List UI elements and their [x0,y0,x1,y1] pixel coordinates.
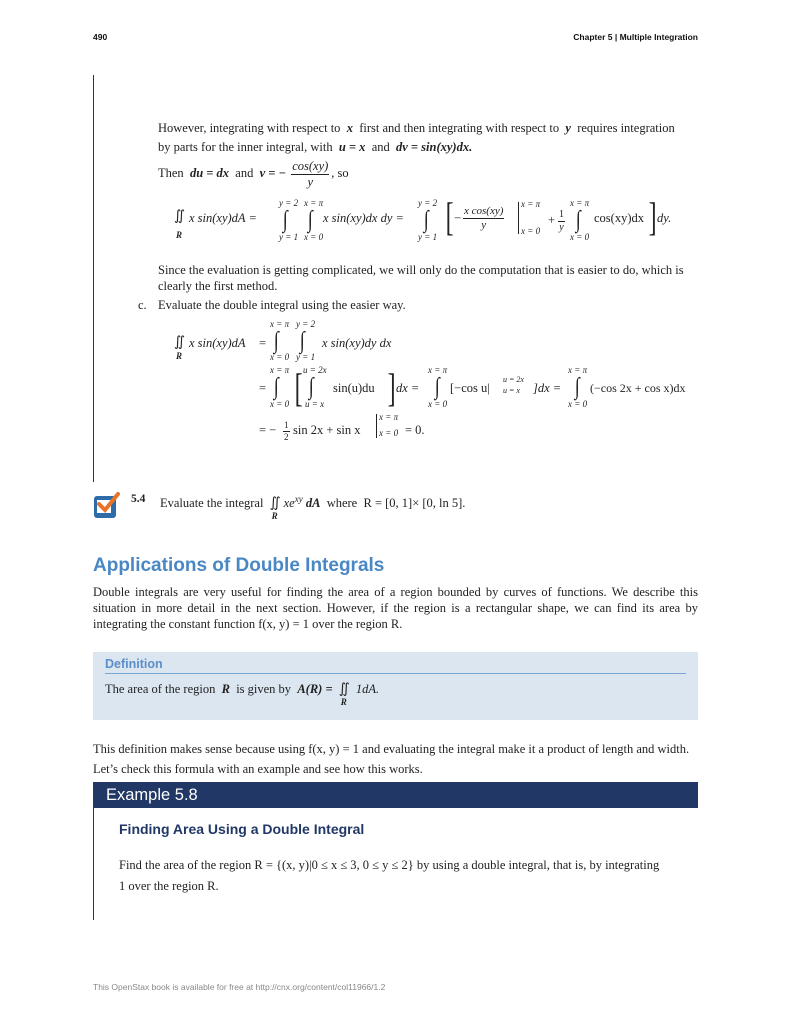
dy: dy. [657,211,672,225]
since-line-2: clearly the first method. [158,279,278,293]
example-line-2: 1 over the region R. [119,879,219,893]
integral-sign: ∫ [423,207,429,233]
limit: x = π [304,198,324,208]
text: This definition makes sense because using f(x, y) = 1 and evaluating the integral make it a product of length and width. [93,742,690,756]
region-label: R [271,511,278,522]
limit: x = π [270,365,290,375]
limit: x = 0 [568,399,588,409]
limit: x = 0 [270,399,290,409]
limit: x = π [570,198,590,208]
intro-line-3 [158,160,349,188]
limit: u = 2x [503,375,524,384]
integral-sign: ∫ [282,207,288,233]
math: 1dA. [355,682,380,696]
plus: + [548,213,556,227]
chapter-title: Chapter 5 | Multiple Integration [573,32,698,42]
right-bracket: ] [387,365,396,410]
dx: ]dx = [533,381,562,395]
eq2-lhs: x sin(xy)dA [189,336,246,350]
limit: y = 2 [279,198,299,208]
left-bracket: [ [294,365,303,410]
limit: x = π [568,365,588,375]
text: Let’s check this formula with an example and see how this works. [93,762,423,776]
text: However, integrating with respect to [158,121,341,135]
text: is given by [236,682,292,696]
math: A(R) = [297,682,333,696]
text: The area of the region [105,682,216,696]
denominator: y [307,174,314,189]
denominator: 2 [284,432,289,442]
example-label: Example 5.8 [106,786,198,804]
math: v = − [259,165,287,180]
equals: = [259,381,267,395]
where-text: where [326,496,358,511]
text: and [371,140,390,154]
example-border-line [93,75,94,482]
region-definition: R = [0, 1]× [0, ln 5]. [363,496,466,511]
since-line-1: Since the evaluation is getting complicated, we will only do the computation that is easier to do, which is [158,263,684,277]
antiderivative: sin 2x + sin x [293,423,361,437]
integral-sign: ∫ [434,374,440,400]
math: dv = sin(xy)dx. [396,140,473,154]
so-text: , so [331,165,349,180]
limit: y = 2 [418,198,438,208]
half-fraction [283,421,290,442]
limit: x = 0 [570,232,590,242]
evaluation-bar [518,202,519,234]
definition-rule [105,673,686,674]
text: first and then integrating with respect to [359,121,560,135]
math: u = x [338,140,366,154]
var: y [565,121,571,135]
text: by parts for the inner integral, with [158,140,333,154]
definition-box [93,652,698,720]
eq1-lhs: x sin(xy)dA = [189,211,257,225]
double-integral [338,682,350,707]
part-c-label: c. [138,298,147,312]
definition-text [105,682,380,707]
limit: x = π [521,199,541,209]
integrand: (−cos 2x + cos x)dx [590,381,686,395]
limit: x = π [428,365,448,375]
double-integral [269,496,281,522]
integral-sign: ∫ [575,207,581,233]
double-integral-sign: ∬ [174,209,186,224]
limit: y = 1 [279,232,299,242]
limit: u = 2x [303,365,327,375]
limit: y = 1 [296,352,316,362]
integral-sign: ∫ [574,374,580,400]
region-label: R [340,697,347,707]
section-paragraph: Double integrals are very useful for finding the area of a region bounded by curves of functions. We describe this situation in more detail in the next section. However, if the region is a rectangular shape, we can find its area by integrating the constant function f(x, y) = 1 over the region R. [93,585,698,631]
equals: = [259,336,267,350]
example-header [93,782,698,808]
left-bracket: [ [445,194,454,239]
denominator: y [559,222,564,233]
page-number: 490 [93,32,108,42]
text: and [235,165,254,180]
intro-line-2 [158,141,472,154]
limit: u = x [305,399,325,409]
section-title: Applications of Double Integrals [93,555,385,576]
limit: x = 0 [428,399,448,409]
math: du = dx [189,165,230,180]
dx: dx = [396,381,420,395]
integrand: [−cos u| [450,381,490,395]
fraction [558,210,565,233]
denominator: y [481,219,487,231]
integrand: sin(u)du [333,381,375,395]
evaluation-bar [376,414,377,438]
numerator: x cos(xy) [464,205,504,217]
equals-minus: = − [259,423,277,437]
footer-text: This OpenStax book is available for free at http://cnx.org/content/col11966/1.2 [93,982,386,992]
limit: x = 0 [379,428,399,438]
exponent: xy [294,494,303,504]
numerator: cos(xy) [292,159,329,173]
integral-sign: ∫ [308,374,314,400]
limit: x = π [270,319,290,329]
example-line-1: Find the area of the region R = {(x, y)|0 ≤ x ≤ 3, 0 ≤ y ≤ 2} by using a double integral, that is, by integrating [119,858,660,872]
fraction [463,206,504,231]
example-border-line [93,808,94,920]
result: = 0. [405,423,425,437]
double-integral-sign: ∬ [338,682,350,697]
integral-sign: ∫ [307,207,313,233]
limit: x = 0 [270,352,290,362]
eq1-integrand: x sin(xy)dx dy = [323,211,404,225]
region-label: R [176,351,183,361]
limit: x = 0 [304,232,324,242]
after-definition-text [93,739,698,779]
limit: y = 2 [296,319,316,329]
integral-sign: ∫ [273,328,279,354]
intro-line-1 [158,122,675,135]
limit: y = 1 [418,232,438,242]
integrand: xe [283,496,295,511]
checkpoint-icon [94,496,116,518]
var: x [346,121,353,135]
minus: − [454,211,462,225]
integral-sign: ∫ [299,328,305,354]
limit: x = 0 [521,226,541,236]
example-title: Finding Area Using a Double Integral [119,821,365,837]
integrand: x sin(xy)dy dx [322,336,392,350]
limit: x = π [379,412,399,422]
var: R [221,682,230,696]
exercise-number: 5.4 [131,493,146,505]
definition-title: Definition [105,657,163,671]
exercise-text: Evaluate the integral [160,496,264,511]
v-fraction [291,160,329,188]
double-integral-sign: ∬ [174,335,186,350]
dA: dA [305,496,321,511]
exercise-line [160,494,466,522]
text: requires integration [577,121,675,135]
integrand: cos(xy)dx [594,211,644,225]
integral-sign: ∫ [273,374,279,400]
text: Then [158,165,184,180]
region-label: R [176,230,183,240]
double-integral-sign: ∬ [269,496,281,512]
limit: u = x [503,386,520,395]
right-bracket: ] [648,194,657,239]
part-c-text: Evaluate the double integral using the easier way. [158,298,406,312]
numerator: 1 [284,420,289,430]
numerator: 1 [559,209,564,220]
